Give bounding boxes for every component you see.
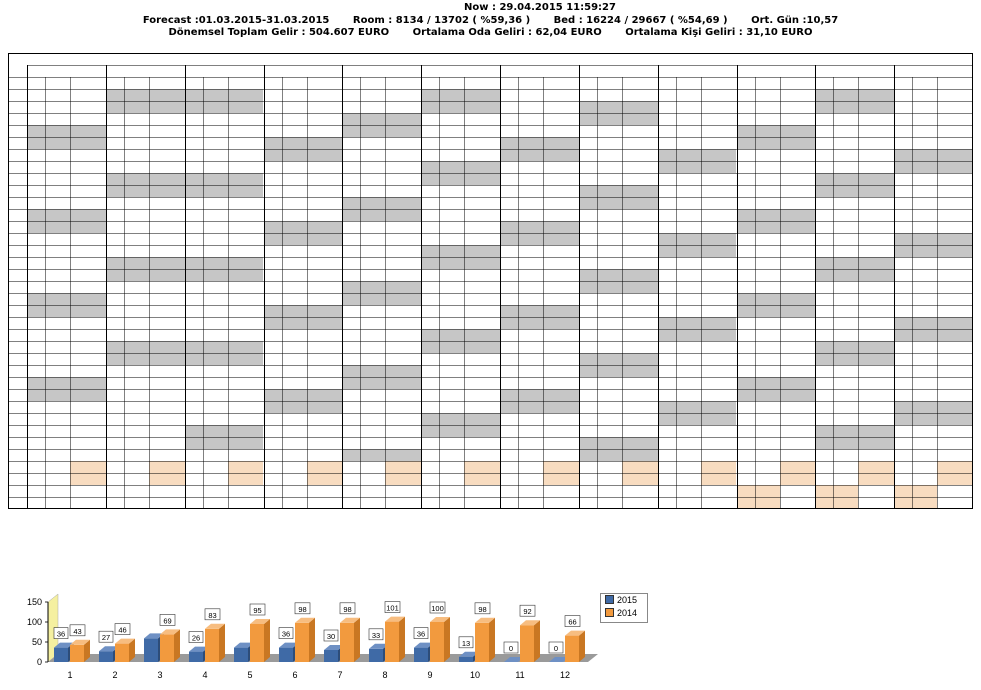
bar-2014 (475, 623, 489, 662)
data-label-2015: 36 (56, 629, 66, 639)
legend-item-2014 (601, 607, 647, 620)
y-tick-label: 100 (26, 617, 42, 627)
room-occupancy: Room : 8134 / 13702 ( %59,36 ) (352, 15, 531, 26)
y-tick-label: 0 (36, 657, 42, 667)
bar-2014-side (309, 618, 315, 662)
data-label-2014: 43 (73, 626, 82, 636)
data-label-2014: 46 (118, 625, 127, 635)
bar-2014-side (264, 619, 270, 662)
data-label-2015: 13 (461, 638, 471, 648)
x-tick-label: 3 (157, 670, 163, 680)
data-label-2015: 30 (326, 632, 336, 641)
bar-2015 (234, 648, 248, 662)
data-label-2014: 98 (478, 604, 487, 614)
legend-swatch-2015 (605, 595, 614, 604)
data-label-2014: 101 (386, 603, 399, 613)
bar-2014-side (354, 618, 360, 662)
now-timestamp: Now : 29.04.2015 11:59:27 (464, 2, 616, 13)
bar-2014-side (489, 618, 495, 662)
bar-2014 (205, 629, 219, 662)
bar-2014 (565, 636, 579, 662)
bar-2014 (340, 623, 354, 662)
bar-2015 (54, 648, 68, 662)
chart-legend (600, 593, 648, 623)
y-tick-label: 50 (31, 637, 42, 647)
x-tick-label: 11 (515, 670, 525, 680)
bar-2014 (430, 622, 444, 662)
bar-2014 (160, 634, 174, 662)
comparison-bar-chart (8, 590, 668, 690)
x-tick-label: 9 (427, 670, 433, 680)
data-label-2015: 27 (101, 633, 111, 643)
bar-2014 (70, 645, 84, 662)
data-label-2015: 33 (371, 630, 381, 640)
data-label-2015: 36 (416, 629, 426, 639)
x-tick-label: 1 (67, 670, 73, 680)
bar-2015 (414, 648, 428, 662)
bar-2014-side (534, 620, 540, 662)
x-tick-label: 2 (112, 670, 118, 680)
data-label-2014: 95 (253, 606, 262, 615)
bar-2014-side (174, 629, 180, 662)
y-tick-label: 150 (26, 597, 42, 607)
bar-2015 (189, 652, 203, 662)
data-label-2015: 0 (553, 644, 559, 653)
data-label-2014: 83 (208, 610, 217, 620)
bar-2014-side (219, 624, 225, 662)
bar-2015 (369, 649, 383, 662)
bar-2015 (324, 650, 338, 662)
data-label-2014: 100 (431, 604, 444, 613)
bar-2014-side (444, 617, 450, 662)
data-label-2014: 98 (343, 604, 352, 614)
bar-2014-side (579, 631, 585, 662)
x-tick-label: 10 (469, 670, 481, 680)
bar-2014 (115, 644, 129, 662)
x-tick-label: 4 (202, 670, 208, 680)
forecast-summary-line (0, 15, 981, 26)
legend-label-2014: 2014 (617, 608, 638, 618)
average-days: Ort. Gün :10,57 (751, 15, 839, 26)
bar-2014 (295, 623, 309, 662)
forecast-range: Forecast :01.03.2015-31.03.2015 (142, 15, 330, 26)
bar-2015 (459, 657, 473, 662)
legend-item-2015 (601, 594, 647, 607)
data-label-2014: 66 (568, 617, 577, 627)
x-tick-label: 12 (559, 670, 571, 680)
data-label-2014: 98 (298, 604, 307, 614)
bar-2014-side (399, 617, 405, 662)
data-label-2015: 36 (281, 629, 291, 639)
table-grid (8, 53, 973, 527)
x-tick-label: 7 (337, 670, 343, 680)
occupancy-table (8, 53, 973, 527)
bar-2014 (250, 624, 264, 662)
data-label-2014: 92 (523, 607, 532, 617)
x-tick-label: 8 (382, 670, 388, 680)
legend-swatch-2014 (605, 608, 614, 617)
total-revenue: Dönemsel Toplam Gelir : 504.607 EURO (168, 27, 390, 38)
bar-2015 (279, 648, 293, 662)
legend-label-2015: 2015 (617, 595, 638, 605)
x-tick-label: 5 (247, 670, 253, 680)
data-label-2015: 0 (508, 644, 514, 653)
bar-2015 (99, 651, 113, 662)
bar-2014 (385, 622, 399, 662)
bed-occupancy: Bed : 16224 / 29667 ( %54,69 ) (553, 15, 728, 26)
revenue-summary-line (0, 27, 981, 38)
data-label-2014: 69 (163, 616, 172, 626)
x-tick-label: 6 (292, 670, 298, 680)
bar-2014 (520, 625, 534, 662)
data-label-2015: 26 (191, 633, 201, 643)
average-room-revenue: Ortalama Oda Geliri : 62,04 EURO (412, 27, 602, 38)
bar-2015 (144, 638, 158, 662)
average-person-revenue: Ortalama Kişi Geliri : 31,10 EURO (625, 27, 813, 38)
